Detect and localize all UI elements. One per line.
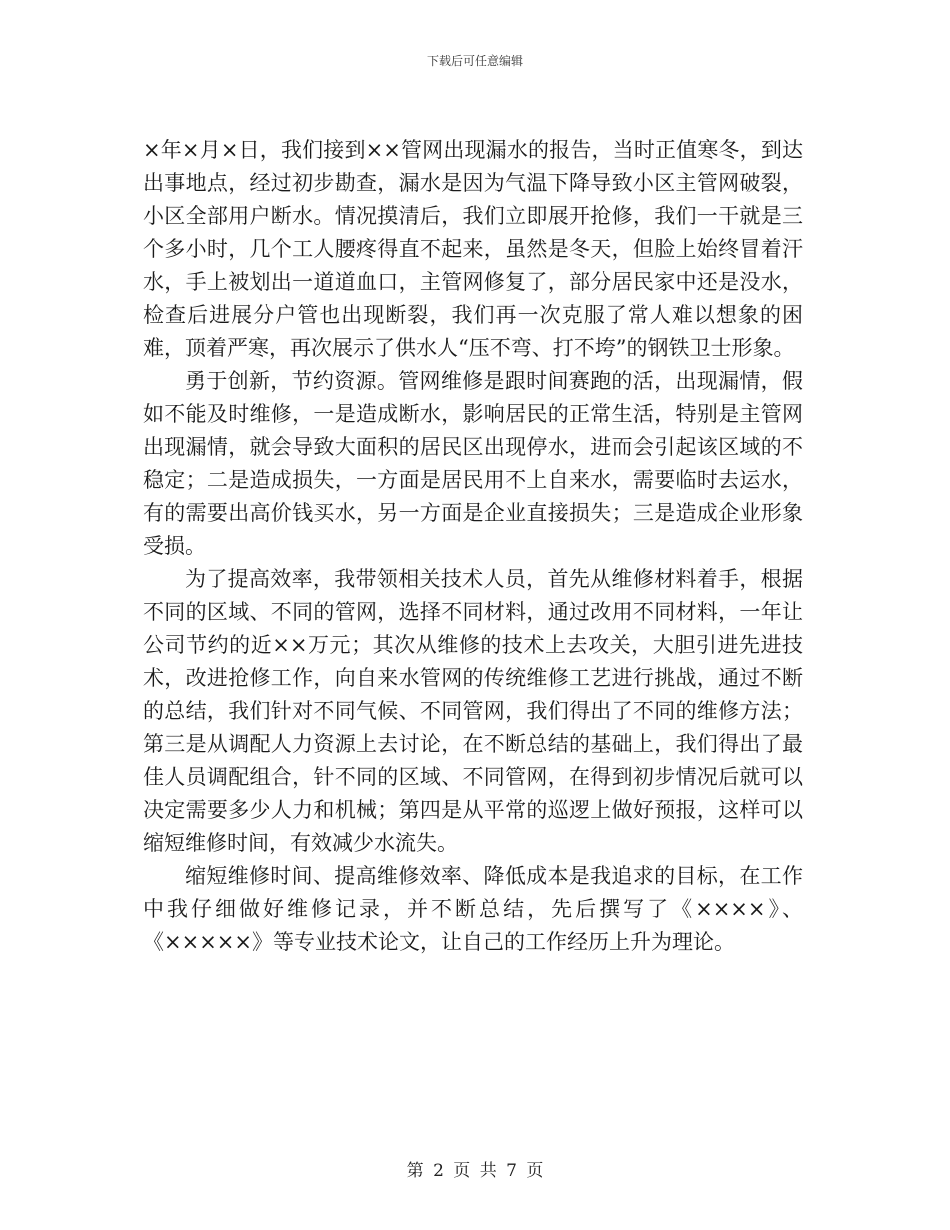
paragraph-3: 为了提高效率，我带领相关技术人员，首先从维修材料着手，根据不同的区域、不同的管网，选择不同材料，通过改用不同材料，一年让公司节约的近××万元；其次从维修的技术上去攻关，大胆引进先进技术，改进抢修工作，向自来水管网的传统维修工艺进行挑战，通过不断的总结，我们针对不同气候、不同管网，我们得出了不同的维修方法；第三是从调配人力资源上去讨论，在不断总结的基础上，我们得出了最佳人员调配组合，针不同的区域、不同管网，在得到初步情况后就可以决定需要多少人力和机械；第四是从平常的巡逻上做好预报，这样可以缩短维修时间，有效减少水流失。 — [143, 567, 803, 855]
page-number: 第 2 页 共 7 页 — [406, 1161, 544, 1181]
paragraph-2: 勇于创新，节约资源。管网维修是跟时间赛跑的活，出现漏情，假如不能及时维修，一是造成断水，影响居民的正常生活，特别是主管网出现漏情，就会导致大面积的居民区出现停水，进而会引起该区域的不稳定；二是造成损失，一方面是居民用不上自来水，需要临时去运水，有的需要出高价钱买水，另一方面是企业直接损失；三是造成企业形象受损。 — [143, 369, 803, 558]
page-header: 下载后可任意编辑 — [426, 54, 523, 68]
paragraph-1: ×年×月×日，我们接到××管网出现漏水的报告，当时正值寒冬，到达出事地点，经过初步勘查，漏水是因为气温下降导致小区主管网破裂，小区全部用户断水。情况摸清后，我们立即展开抢修，我们一干就是三个多小时，几个工人腰疼得直不起来，虽然是冬天，但脸上始终冒着汗水，手上被划出一道道血口，主管网修复了，部分居民家中还是没水，检查后进展分户管也出现断裂，我们再一次克服了常人难以想象的困难，顶着严寒，再次展示了供水人“压不弯、打不垮”的钢铁卫士形象。 — [143, 138, 803, 360]
document-body — [143, 134, 803, 959]
paragraph-4: 缩短维修时间、提高维修效率、降低成本是我追求的目标，在工作中我仔细做好维修记录，并不断总结，先后撰写了《××××》、《×××××》等专业技术论文，让自己的工作经历上升为理论。 — [143, 864, 803, 954]
